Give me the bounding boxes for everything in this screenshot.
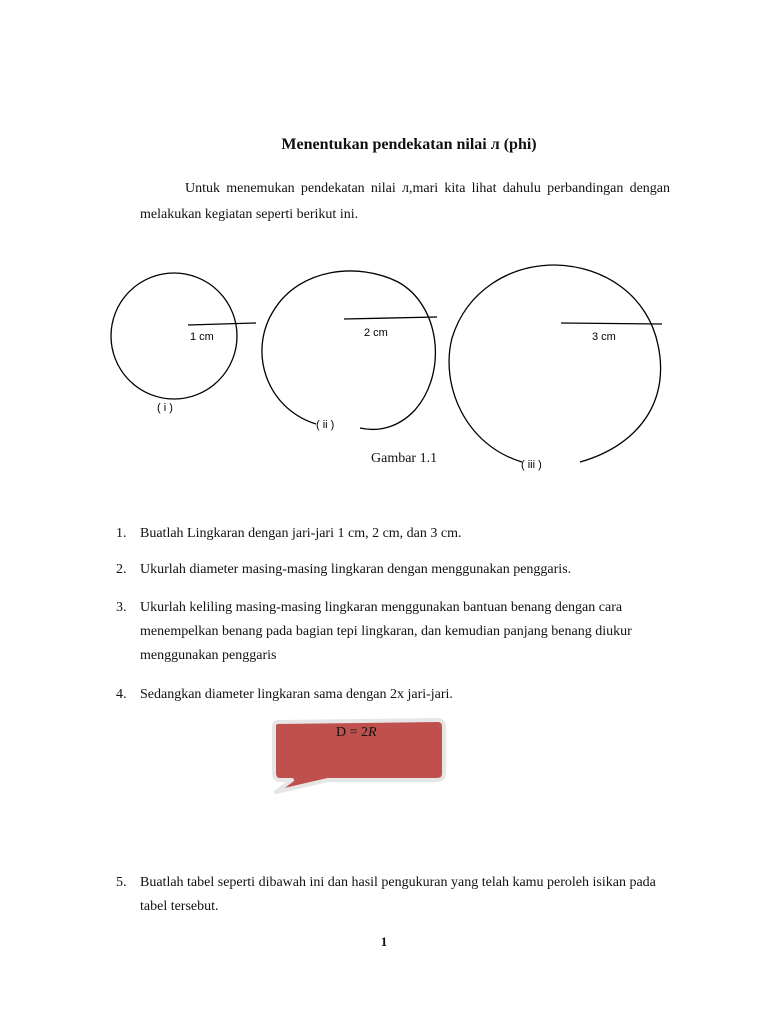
list-item <box>116 522 676 546</box>
radius-label-iii: 3 cm <box>592 331 616 343</box>
item-text: Ukurlah keliling masing-masing lingkaran menggunakan bantuan benang dengan cara menempelkan benang pada bagian tepi lingkaran, dan kemudian panjang benang diukur menggunakan penggaris <box>140 600 632 663</box>
list-item <box>116 596 676 668</box>
formula <box>336 725 377 741</box>
item-number: 1. <box>116 526 127 541</box>
item-number: 5. <box>116 875 127 890</box>
intro-text: Untuk menemukan pendekatan nilai л,mari kita lihat dahulu perbandingan dengan melakukan kegiatan seperti berikut ini. <box>140 181 670 222</box>
page-title: Menentukan pendekatan nilai л (phi) <box>281 136 537 153</box>
item-number: 2. <box>116 562 127 577</box>
circle-iii <box>449 265 661 462</box>
list-item <box>116 683 676 707</box>
figure-caption: Gambar 1.1 <box>371 451 438 466</box>
item-text: Buatlah Lingkaran dengan jari-jari 1 cm, 2 cm, dan 3 cm. <box>140 526 462 541</box>
formula-variable: R <box>368 725 377 740</box>
radius-line-iii <box>561 323 662 324</box>
item-number: 3. <box>116 600 127 615</box>
item-text: Ukurlah diameter masing-masing lingkaran dengan menggunakan penggaris. <box>140 562 572 577</box>
list-item <box>116 558 676 582</box>
roman-label-ii: ( ii ) <box>316 419 335 431</box>
item-text: Sedangkan diameter lingkaran sama dengan 2x jari-jari. <box>140 687 453 702</box>
item-number: 4. <box>116 687 127 702</box>
circle-i <box>111 273 237 399</box>
circle-ii <box>262 271 435 429</box>
radius-label-ii: 2 cm <box>364 327 388 339</box>
roman-label-i: ( i ) <box>157 402 173 414</box>
list-item <box>116 871 676 919</box>
radius-line-i <box>188 323 256 325</box>
radius-line-ii <box>344 317 437 319</box>
page-number: 1 <box>380 934 388 949</box>
item-text: Buatlah tabel seperti dibawah ini dan hasil pengukuran yang telah kamu peroleh isikan pada tabel tersebut. <box>140 875 656 914</box>
roman-label-iii: ( iii ) <box>521 459 542 471</box>
radius-label-i: 1 cm <box>190 331 214 343</box>
formula-text: D = 2 <box>336 725 369 740</box>
